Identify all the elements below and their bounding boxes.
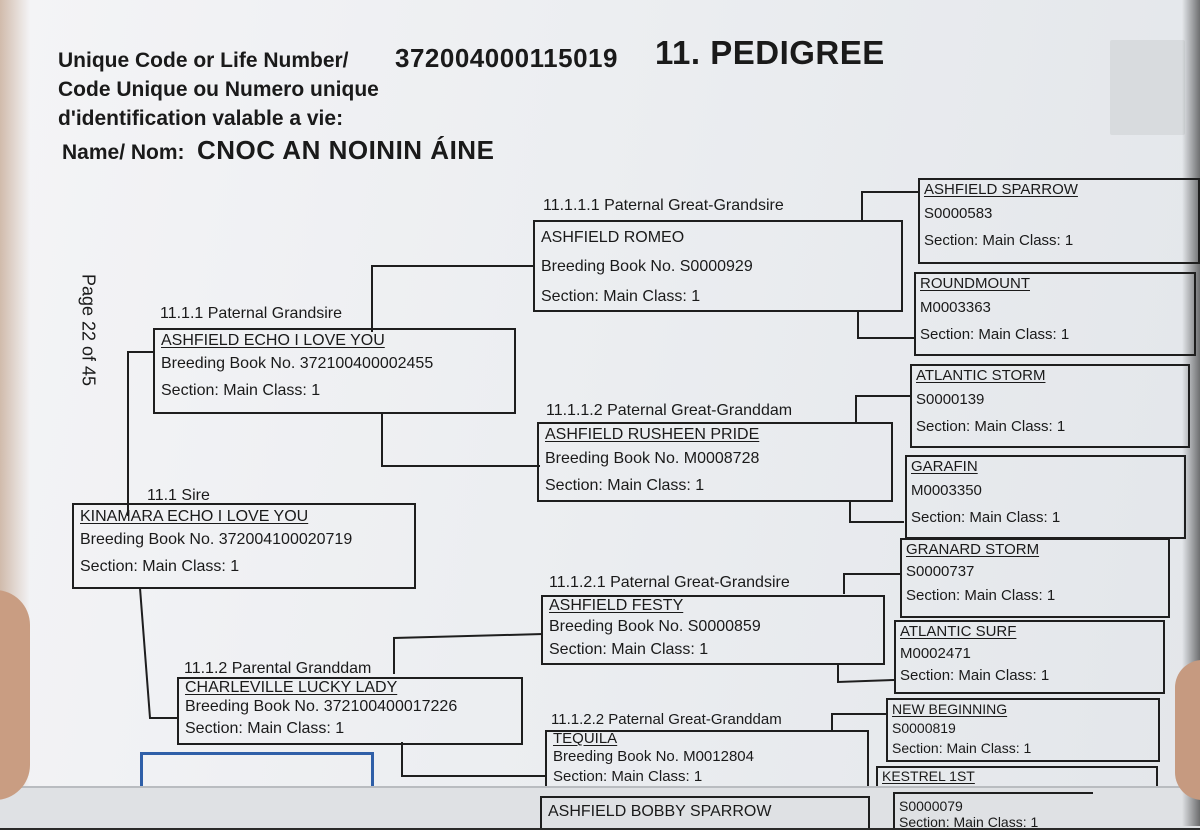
ggd2-label: 11.1.2.2 Paternal Great-Granddam xyxy=(551,711,782,728)
gen4-section-2: Section: Main Class: 1 xyxy=(920,326,1070,343)
ggs1-name: ASHFIELD ROMEO xyxy=(541,229,685,246)
footer-gen4-book: S0000079 xyxy=(899,798,963,814)
gen4-box-1 xyxy=(918,178,1200,264)
gen4-name-5: GRANARD STORM xyxy=(906,541,1040,558)
sire-label: 11.1 Sire xyxy=(147,487,210,504)
left-thumb xyxy=(0,590,30,800)
gen4-box-7 xyxy=(886,698,1160,762)
gen4-book-5: S0000737 xyxy=(906,563,975,580)
ggd2-book: Breeding Book No. M0012804 xyxy=(553,748,754,765)
granddam-section: Section: Main Class: 1 xyxy=(185,720,345,737)
gen4-section-4: Section: Main Class: 1 xyxy=(911,509,1061,526)
gen4-box-3 xyxy=(910,364,1190,448)
code-label: Unique Code or Life Number/ Code Unique ou Numero unique d'identification valable a vie: xyxy=(58,49,379,130)
gen4-book-4: M0003350 xyxy=(911,482,982,499)
connector-romeo-up xyxy=(862,192,918,222)
gen4-book-7: S0000819 xyxy=(892,720,956,736)
gen4-section-7: Section: Main Class: 1 xyxy=(892,740,1032,756)
name-value: CNOC AN NOININ ÁINE xyxy=(197,135,495,165)
gen4-section-6: Section: Main Class: 1 xyxy=(900,667,1050,684)
ggd2-name: TEQUILA xyxy=(553,730,618,747)
grandsire-section: Section: Main Class: 1 xyxy=(161,382,321,399)
gen4-name-2: ROUNDMOUNT xyxy=(920,275,1030,292)
ggs2-name: ASHFIELD FESTY xyxy=(549,597,684,614)
right-thumb xyxy=(1175,660,1200,800)
granddam-label: 11.1.2 Parental Granddam xyxy=(184,660,372,677)
ggs2-box xyxy=(541,595,885,665)
ggs2-label: 11.1.2.1 Paternal Great-Grandsire xyxy=(549,574,790,591)
connector-festy-up xyxy=(844,574,900,594)
gen4-book-6: M0002471 xyxy=(900,645,971,662)
gen4-name-4: GARAFIN xyxy=(911,458,978,475)
page-number: Page 22 of 45 xyxy=(78,273,99,387)
ggs2-section: Section: Main Class: 1 xyxy=(549,641,709,658)
gen4-name-7: NEW BEGINNING xyxy=(892,701,1008,717)
ggs1-label: 11.1.1.1 Paternal Great-Grandsire xyxy=(543,197,784,214)
connector-pgd-tequila xyxy=(402,742,545,776)
gen4-book-2: M0003363 xyxy=(920,299,991,316)
connector-rusheen-down xyxy=(850,500,904,522)
granddam-name: CHARLEVILLE LUCKY LADY xyxy=(185,679,398,696)
gen4-box-2 xyxy=(914,272,1196,356)
sire-book: Breeding Book No. 372004100020719 xyxy=(80,531,353,548)
gen4-name-1: ASHFIELD SPARROW xyxy=(924,181,1078,198)
gen4-book-1: S0000583 xyxy=(924,205,993,222)
ggs1-book: Breeding Book No. S0000929 xyxy=(541,258,753,275)
grandsire-book: Breeding Book No. 372100400002455 xyxy=(161,355,434,372)
connector-sire-maternal xyxy=(140,588,178,718)
gen4-name-8: KESTREL 1ST xyxy=(882,768,975,784)
gen4-box-8 xyxy=(876,766,1158,786)
grandsire-label: 11.1.1 Paternal Grandsire xyxy=(160,305,343,322)
ggd1-name: ASHFIELD RUSHEEN PRIDE xyxy=(545,426,760,443)
connector-pgd-festy xyxy=(394,634,543,674)
connector-romeo-down xyxy=(858,310,914,338)
connector-pgs-rusheen xyxy=(382,414,540,466)
gen4-name-3: ATLANTIC STORM xyxy=(916,367,1046,384)
ggs1-section: Section: Main Class: 1 xyxy=(541,288,701,305)
code-value: 372004000115019 xyxy=(395,43,618,73)
gen4-name-6: ATLANTIC SURF xyxy=(900,623,1017,640)
sire-box xyxy=(72,503,416,589)
footer-gen4-box xyxy=(893,792,1093,828)
gen4-section-3: Section: Main Class: 1 xyxy=(916,418,1066,435)
bottom-page-strip xyxy=(0,786,1200,828)
gen4-box-6 xyxy=(894,620,1165,694)
gen4-section-1: Section: Main Class: 1 xyxy=(924,232,1074,249)
gen4-box-5 xyxy=(900,538,1170,618)
sire-section: Section: Main Class: 1 xyxy=(80,558,240,575)
ggd2-section: Section: Main Class: 1 xyxy=(553,768,703,785)
section-title: 11. PEDIGREE xyxy=(655,34,885,71)
gen4-section-5: Section: Main Class: 1 xyxy=(906,587,1056,604)
sire-name: KINAMARA ECHO I LOVE YOU xyxy=(80,508,309,525)
footer-name-box xyxy=(540,796,870,828)
name-label: Name/ Nom: xyxy=(62,141,185,164)
ggs2-book: Breeding Book No. S0000859 xyxy=(549,618,761,635)
ggd1-section: Section: Main Class: 1 xyxy=(545,477,705,494)
granddam-book: Breeding Book No. 372100400017226 xyxy=(185,698,458,715)
gen4-box-4 xyxy=(905,455,1186,539)
connector-rusheen-up xyxy=(856,396,910,422)
ggd2-box xyxy=(545,730,869,788)
gen4-book-3: S0000139 xyxy=(916,391,985,408)
connector-festy-down xyxy=(838,664,894,682)
granddam-box xyxy=(177,677,523,745)
ggs1-box xyxy=(533,220,903,312)
grandsire-box xyxy=(153,328,516,414)
ggd1-book: Breeding Book No. M0008728 xyxy=(545,450,760,467)
ggd1-label: 11.1.1.2 Paternal Great-Granddam xyxy=(546,402,793,419)
footer-gen4-section: Section: Main Class: 1 xyxy=(899,814,1039,830)
blue-stamp-box xyxy=(140,752,374,789)
ggd1-box xyxy=(537,422,893,502)
footer-name: ASHFIELD BOBBY SPARROW xyxy=(548,803,772,820)
grandsire-name: ASHFIELD ECHO I LOVE YOU xyxy=(161,332,385,349)
connector-pgs-romeo xyxy=(372,266,535,332)
